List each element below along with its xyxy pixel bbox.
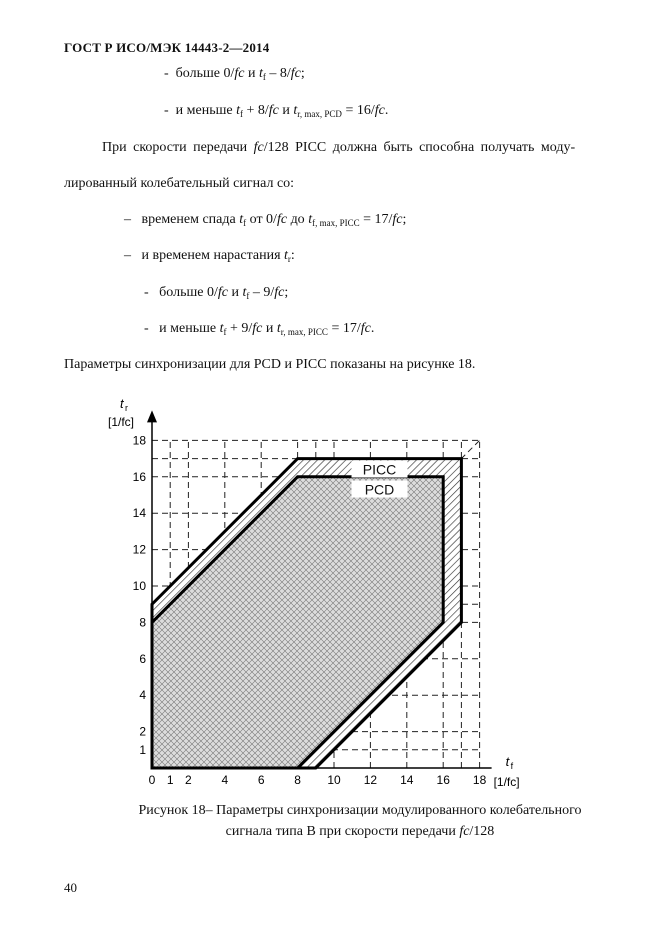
x-axis-title-sub: f — [510, 761, 514, 771]
text-line-2: - и меньше $t_f + 8/fc$ и $t_{r, max, PCD} = 16/fc$. — [164, 103, 389, 119]
page-number: 40 — [64, 880, 77, 895]
paragraph-line-1: При скорости передачи fc/128 PICC должна быть способна получать моду- — [102, 140, 576, 155]
x-axis-unit: [1/fc] — [493, 775, 520, 789]
y-axis-arrow — [147, 410, 157, 422]
text-line-5: - больше 0/fc и $t_f - 9/fc$; — [144, 285, 289, 301]
x-tick-label: 1 — [166, 773, 174, 787]
figure-caption-line-2: сигнала типа B при скорости передачи fc/128 — [225, 824, 495, 839]
y-tick-label: 10 — [132, 579, 146, 593]
x-tick-label: 8 — [294, 773, 301, 787]
y-axis-unit: [1/fc] — [108, 415, 135, 429]
x-tick-label: 10 — [327, 773, 341, 787]
timing-chart — [90, 390, 540, 800]
y-tick-label: 14 — [132, 506, 146, 521]
x-tick-label: 18 — [472, 773, 487, 787]
paragraph-figure-ref: Параметры синхронизации для PCD и PICC показаны на рисунке 18. — [64, 357, 476, 372]
text-line-4: – и временем нарастания $t_r$: — [124, 248, 295, 264]
figure-caption-line-1: Рисунок 18– Параметры синхронизации модулированного колебательного — [138, 803, 582, 818]
x-tick-label: 4 — [221, 773, 229, 787]
y-axis-title: t — [120, 396, 124, 411]
y-tick-label: 4 — [139, 688, 146, 703]
x-tick-label: 16 — [436, 773, 450, 787]
y-tick-label: 16 — [132, 469, 146, 484]
region-pcd — [152, 477, 443, 768]
y-tick-label: 1 — [139, 742, 146, 757]
x-tick-label: 12 — [363, 773, 378, 787]
x-axis-title: t — [505, 754, 510, 769]
y-tick-label: 12 — [132, 542, 146, 557]
text-line-6: - и меньше $t_f + 9/fc$ и $t_{r, max, PICC} = 17/fc$. — [144, 321, 375, 337]
paragraph-line-2: лированный колебательный сигнал со: — [64, 176, 295, 191]
pcd-label: PCD — [364, 481, 395, 498]
text-line-1: - больше 0/fc и $t_f - 8/fc$; — [164, 66, 305, 82]
x-tick-label: 2 — [185, 773, 192, 787]
y-tick-label: 18 — [132, 433, 146, 448]
page-header: ГОСТ Р ИСО/МЭК 14443-2—2014 — [64, 40, 270, 55]
x-tick-label: 14 — [400, 773, 414, 787]
x-tick-label: 6 — [257, 773, 265, 787]
y-tick-label: 8 — [139, 615, 146, 630]
picc-label: PICC — [362, 461, 397, 478]
chart-regions — [152, 459, 461, 768]
y-tick-label: 6 — [139, 651, 146, 666]
y-axis-title-sub: r — [125, 403, 128, 413]
text-line-3: – временем спада $t_f$ от 0/fc до $t_{f, max, PICC} = 17/fc$; — [124, 212, 407, 228]
x-tick-label: 0 — [148, 773, 156, 787]
y-tick-label: 2 — [139, 724, 146, 739]
